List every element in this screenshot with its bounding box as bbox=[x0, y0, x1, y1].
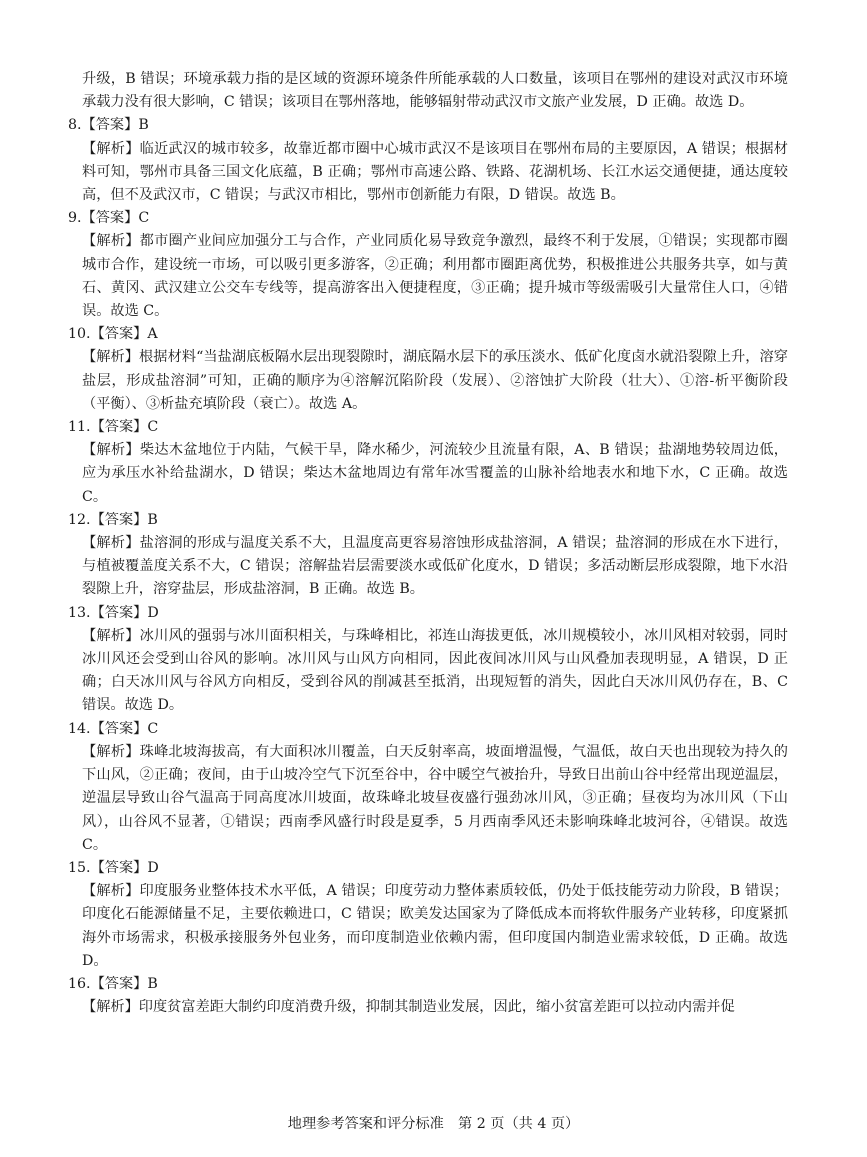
analysis-label: 【解析】 bbox=[82, 349, 140, 366]
analysis-label: 【解析】 bbox=[82, 743, 140, 760]
analysis-label: 【解析】 bbox=[82, 999, 139, 1016]
analysis-label: 【解析】 bbox=[82, 535, 140, 552]
analysis-paragraph bbox=[82, 439, 788, 509]
question-number: 11. bbox=[68, 419, 91, 436]
answer-value: B bbox=[147, 511, 158, 528]
question-number: 10. bbox=[68, 326, 91, 343]
answer-line bbox=[68, 857, 788, 880]
analysis-label: 【解析】 bbox=[82, 140, 140, 157]
question-number: 13. bbox=[68, 604, 91, 621]
analysis-paragraph bbox=[82, 346, 788, 416]
analysis-text: 珠峰北坡海拔高，有大面积冰川覆盖，白天反射率高，坡面增温慢，气温低，故白天也出现较为持久的下山风，②正确；夜间，由于山坡冷空气下沉至谷中，谷中暖空气被抬升，导致日出前山谷中经常出现逆温层，逆温层导致山谷气温高于同高度冰川坡面，故珠峰北坡昼夜盛行强劲冰川风，③正确；昼夜均为冰川风（下山风），山谷风不显著，①错误；西南季风盛行时段是夏季，5 月西南季风还未影响珠峰北坡河谷，④错误。故选 C。 bbox=[82, 743, 788, 853]
analysis-label: 【解析】 bbox=[82, 883, 140, 900]
answer-value: C bbox=[138, 210, 150, 227]
answer-label: 【答案】 bbox=[90, 511, 148, 528]
answer-value: A bbox=[147, 326, 158, 343]
question-list bbox=[68, 114, 788, 1019]
analysis-paragraph bbox=[82, 741, 788, 857]
answer-label: 【答案】 bbox=[90, 419, 148, 436]
answer-label: 【答案】 bbox=[90, 604, 148, 621]
analysis-paragraph bbox=[82, 880, 788, 973]
answer-line bbox=[68, 973, 788, 996]
answer-line bbox=[68, 602, 788, 625]
answer-value: B bbox=[147, 975, 158, 992]
analysis-text: 印度服务业整体技术水平低，A 错误；印度劳动力整体素质较低，仍处于低技能劳动力阶段，B 错误；印度化石能源储量不足，主要依赖进口，C 错误；欧美发达国家为了降低成本而将软件服务产业转移，印度紧抓海外市场需求，积极承接服务外包业务，而印度制造业依赖内需，但印度国内制造业需求较低，D 正确。故选 D。 bbox=[82, 883, 788, 969]
analysis-paragraph bbox=[82, 625, 788, 718]
analysis-label: 【解析】 bbox=[82, 442, 140, 459]
question-number: 14. bbox=[68, 720, 91, 737]
answer-page bbox=[68, 68, 788, 1019]
intro-paragraph: 升级，B 错误；环境承载力指的是区域的资源环境条件所能承载的人口数量，该项目在鄂州的建设对武汉市环境承载力没有很大影响，C 错误；该项目在鄂州落地，能够辐射带动武汉市文旅产业发展，D 正确。故选 D。 bbox=[82, 71, 788, 111]
answer-label: 【答案】 bbox=[90, 326, 148, 343]
answer-line bbox=[68, 323, 788, 346]
answer-value: B bbox=[138, 117, 149, 134]
question-number: 8. bbox=[68, 117, 82, 134]
analysis-text: 印度贫富差距大制约印度消费升级，抑制其制造业发展，因此，缩小贫富差距可以拉动内需并促 bbox=[138, 999, 735, 1016]
answer-line bbox=[68, 114, 788, 137]
answer-label: 【答案】 bbox=[90, 975, 148, 992]
answer-line bbox=[68, 207, 788, 230]
question-number: 9. bbox=[68, 210, 82, 227]
analysis-paragraph bbox=[82, 138, 788, 208]
answer-label: 【答案】 bbox=[90, 720, 148, 737]
answer-label: 【答案】 bbox=[81, 210, 139, 227]
answer-label: 【答案】 bbox=[90, 859, 148, 876]
analysis-paragraph bbox=[82, 996, 788, 1019]
analysis-label: 【解析】 bbox=[82, 233, 140, 250]
analysis-text: 都市圈产业间应加强分工与合作，产业同质化易导致竞争激烈，最终不利于发展，①错误；实现都市圈城市合作，建设统一市场，可以吸引更多游客，②正确；利用都市圈距离优势，积极推进公共服务共享，如与黄石、黄冈、武汉建立公交车专线等，提高游客出入便捷程度，③正确；提升城市等级需吸引大量常住人口，④错误。故选 C。 bbox=[82, 233, 788, 320]
answer-line bbox=[68, 718, 788, 741]
answer-value: C bbox=[147, 419, 159, 436]
question-number: 16. bbox=[68, 975, 91, 992]
analysis-label: 【解析】 bbox=[82, 627, 140, 644]
analysis-text: 盐溶洞的形成与温度关系不大，且温度高更容易溶蚀形成盐溶洞，A 错误；盐溶洞的形成在水下进行，与植被覆盖度关系不大，C 错误；溶解盐岩层需要淡水或低矿化度水，D 错误；多活动断层形成裂隙，地下水沿裂隙上升，溶穿盐层，形成盐溶洞，B 正确。故选 B。 bbox=[82, 535, 788, 598]
analysis-text: 根据材料“当盐湖底板隔水层出现裂隙时，湖底隔水层下的承压淡水、低矿化度卤水就沿裂隙上升，溶穿盐层，形成盐溶洞”可知，正确的顺序为④溶解沉陷阶段（发展）、②溶蚀扩大阶段（壮大）、①溶-析平衡阶段（平衡）、③析盐充填阶段（衰亡）。故选 A。 bbox=[82, 349, 788, 412]
answer-line bbox=[68, 509, 788, 532]
analysis-paragraph bbox=[82, 230, 788, 323]
analysis-text: 柴达木盆地位于内陆，气候干旱，降水稀少，河流较少且流量有限，A、B 错误；盐湖地势较周边低，应为承压水补给盐湖水，D 错误；柴达木盆地周边有常年冰雪覆盖的山脉补给地表水和地下水，C 正确。故选 C。 bbox=[82, 442, 788, 505]
question-number: 12. bbox=[68, 511, 91, 528]
question-number: 15. bbox=[68, 859, 91, 876]
answer-label: 【答案】 bbox=[81, 117, 139, 134]
answer-value: D bbox=[147, 859, 159, 876]
answer-line bbox=[68, 416, 788, 439]
analysis-text: 临近武汉的城市较多，故靠近都市圈中心城市武汉不是该项目在鄂州布局的主要原因，A 错误；根据材料可知，鄂州市具备三国文化底蕴，B 正确；鄂州市高速公路、铁路、花湖机场、长江水运交通便捷，通达度较高，但不及武汉市，C 错误；与武汉市相比，鄂州市创新能力有限，D 错误。故选 B。 bbox=[82, 140, 788, 204]
page-footer: 地理参考答案和评分标准 第 2 页（共 4 页） bbox=[287, 1116, 580, 1132]
analysis-paragraph bbox=[82, 532, 788, 602]
answer-value: D bbox=[147, 604, 159, 621]
answer-value: C bbox=[147, 720, 159, 737]
analysis-text: 冰川风的强弱与冰川面积相关，与珠峰相比，祁连山海拔更低，冰川规模较小，冰川风相对较弱，同时冰川风还会受到山谷风的影响。冰川风与山风方向相同，因此夜间冰川风与山风叠加表现明显，A 错误，D 正确；白天冰川风与谷风方向相反，受到谷风的削减甚至抵消，出现短暂的消失，因此白天冰川风仍存在，B、C 错误。故选 D。 bbox=[82, 627, 788, 714]
